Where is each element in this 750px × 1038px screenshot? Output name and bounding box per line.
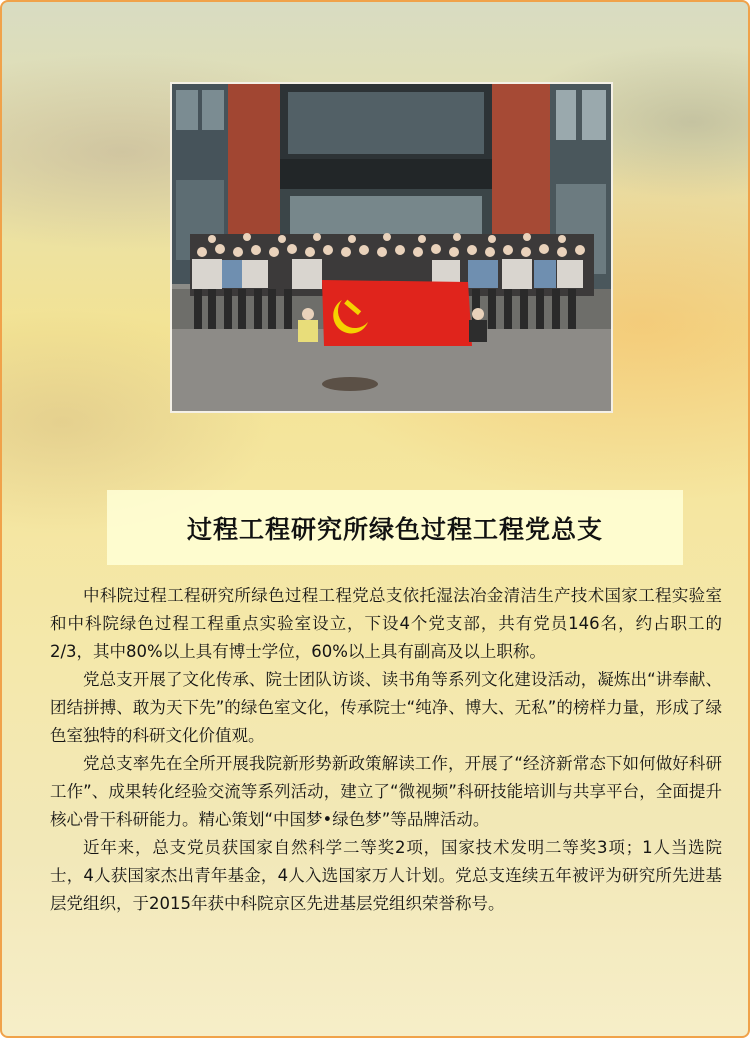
- page-title: 过程工程研究所绿色过程工程党总支: [186, 514, 603, 544]
- paragraph-achievements: 近年来，总支党员获国家自然科学二等奖2项，国家技术发明二等奖3项；1人当选院士，4人获国家杰出青年基金，4人入选国家万人计划。党总支连续五年被评为研究所先进基层党组织，于2015年获中科院京区先进基层党组织荣誉称号。: [50, 838, 722, 913]
- title-band: [107, 490, 683, 565]
- paragraph-intro: 中科院过程工程研究所绿色过程工程党总支依托湿法冶金清洁生产技术国家工程实验室和中科院绿色过程工程重点实验室设立，下设4个党支部，共有党员146名，约占职工的2/3，其中80%以上具有博士学位，60%以上具有副高及以上职称。: [50, 586, 722, 661]
- group-photo-illustration: [172, 84, 611, 411]
- paragraph-activities: 党总支率先在全所开展我院新形势新政策解读工作，开展了“经济新常态下如何做好科研工作”、成果转化经验交流等系列活动，建立了“微视频”科研技能培训与共享平台，全面提升核心骨干科研能力。精心策划“中国梦•绿色梦”等品牌活动。: [50, 754, 722, 829]
- red-flag: [322, 280, 472, 346]
- group-photo: [170, 82, 613, 413]
- paragraph-culture: 党总支开展了文化传承、院士团队访谈、读书角等系列文化建设活动，凝炼出“讲奉献、团结拼搏、敢为天下先”的绿色室文化，传承院士“纯净、博大、无私”的榜样力量，形成了绿色室独特的科研文化价值观。: [50, 670, 722, 745]
- article-body: [50, 582, 722, 918]
